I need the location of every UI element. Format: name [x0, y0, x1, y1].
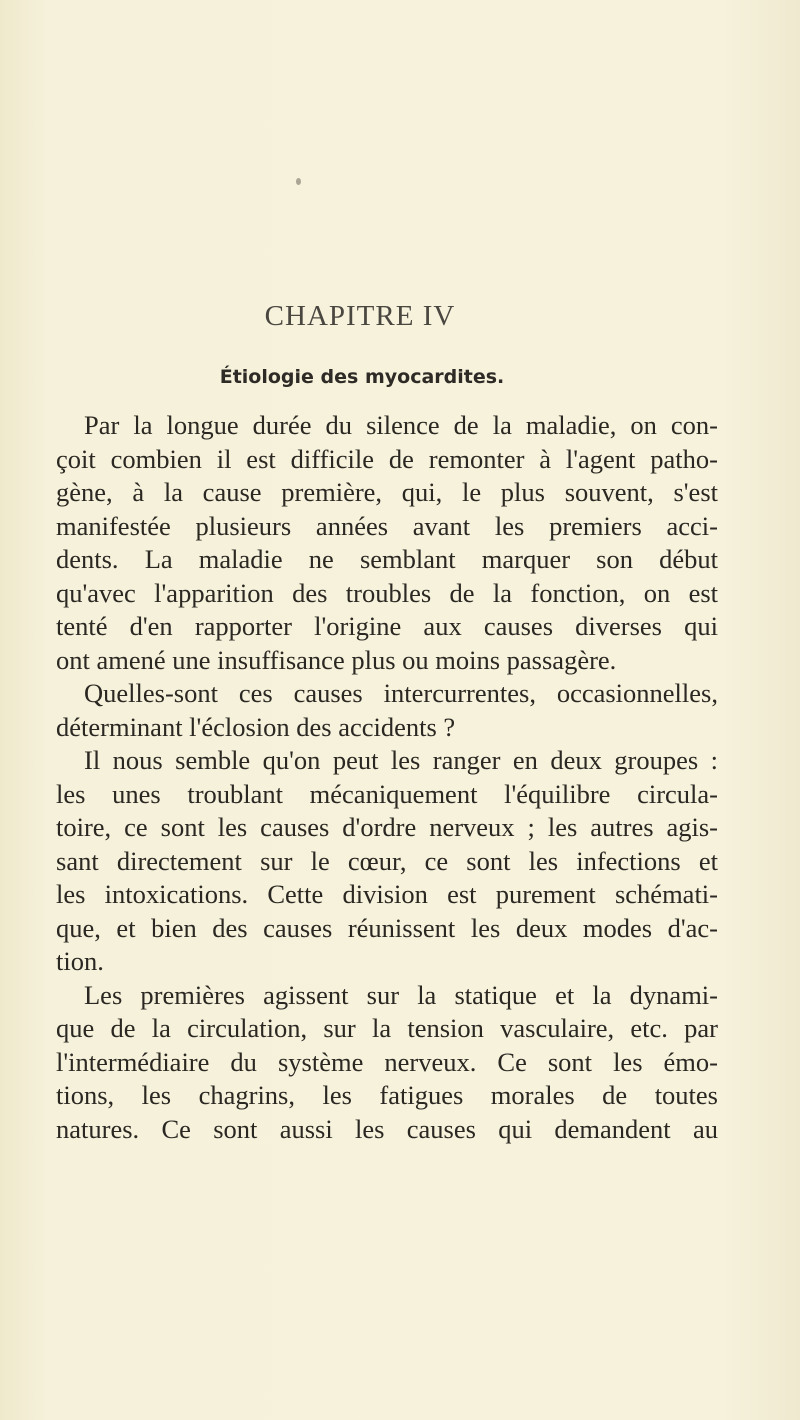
text-line: tions, les chagrins, les fatigues morales de toutes: [56, 1080, 718, 1110]
text-line: tenté d'en rapporter l'origine aux causes diverses qui: [56, 611, 718, 641]
text-line: déterminant l'éclosion des accidents ?: [56, 711, 456, 742]
chapter-title: CHAPITRE IV: [264, 300, 456, 332]
text-line: Quelles-sont ces causes intercurrentes, occasionnelles,: [84, 678, 718, 708]
ink-speck: [296, 178, 301, 185]
text-line: tion.: [56, 946, 104, 976]
text-line: l'intermédiaire du système nerveux. Ce sont les émo-: [56, 1046, 718, 1077]
text-line: gène, à la cause première, qui, le plus souvent, s'est: [56, 477, 718, 507]
text-line: ont amené une insuffisance plus ou moins passagère.: [56, 644, 617, 675]
text-line: toire, ce sont les causes d'ordre nerveux ; les autres agis-: [56, 812, 718, 842]
section-title: Étiologie des myocardites.: [219, 366, 505, 388]
text-line: sant directement sur le cœur, ce sont les infections et: [56, 845, 718, 876]
body-text: [56, 409, 718, 1146]
text-line: Il nous semble qu'on peut les ranger en deux groupes :: [84, 745, 718, 775]
text-line: çoit combien il est difficile de remonter à l'agent patho-: [56, 443, 718, 474]
text-line: natures. Ce sont aussi les causes qui demandent au: [56, 1113, 718, 1144]
text-line: que, et bien des causes réunissent les deux modes d'ac-: [56, 912, 718, 943]
text-line: les intoxications. Cette division est purement schémati-: [56, 879, 718, 909]
text-line: Les premières agissent sur la statique et la dynami-: [84, 979, 718, 1010]
text-line: que de la circulation, sur la tension vasculaire, etc. par: [56, 1013, 718, 1043]
text-line: manifestée plusieurs années avant les premiers acci-: [56, 510, 718, 541]
text-line: Par la longue durée du silence de la maladie, on con-: [84, 410, 718, 440]
text-line: les unes troublant mécaniquement l'équilibre circula-: [56, 778, 718, 809]
text-line: dents. La maladie ne semblant marquer son début: [56, 544, 718, 574]
text-line: qu'avec l'apparition des troubles de la fonction, on est: [56, 577, 718, 608]
